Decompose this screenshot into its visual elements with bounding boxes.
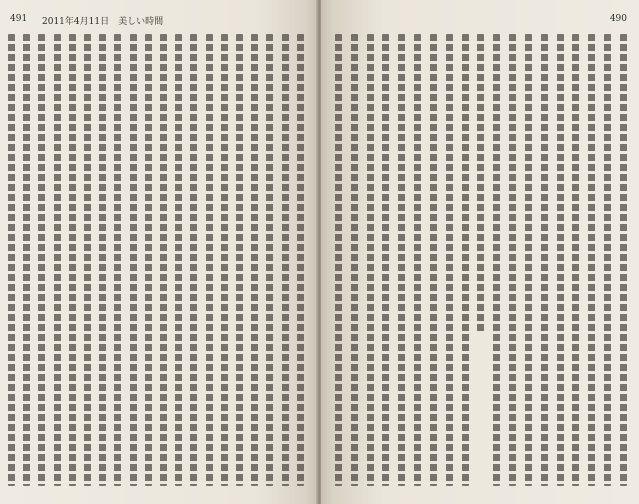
text-line <box>557 34 564 486</box>
text-line <box>38 34 45 486</box>
text-line <box>297 34 304 486</box>
text-line <box>114 34 121 486</box>
right-page <box>321 0 639 504</box>
text-line <box>282 34 289 486</box>
text-line <box>251 34 258 486</box>
page-number-right: 490 <box>609 14 627 24</box>
left-page <box>0 0 318 504</box>
text-line <box>604 34 611 486</box>
text-line <box>130 34 137 486</box>
text-line <box>221 34 228 486</box>
text-line <box>588 34 595 486</box>
text-line <box>398 34 405 486</box>
text-line <box>525 34 532 486</box>
text-line <box>335 34 342 486</box>
text-line <box>414 34 421 486</box>
text-line <box>160 34 167 486</box>
running-header: 2011年4月11日 美しい時間 <box>42 17 164 27</box>
text-line <box>206 34 213 486</box>
text-line <box>462 34 469 486</box>
text-line <box>367 34 374 486</box>
page-number-left: 491 <box>10 14 28 24</box>
text-line <box>54 34 61 486</box>
text-line <box>266 34 273 486</box>
text-line <box>175 34 182 486</box>
text-line <box>8 34 15 486</box>
text-line <box>99 34 106 486</box>
text-line <box>446 34 453 486</box>
text-line <box>84 34 91 486</box>
text-line <box>572 34 579 486</box>
left-body-text <box>8 34 304 486</box>
text-line <box>430 34 437 486</box>
right-body-text <box>335 34 627 486</box>
text-line <box>493 34 500 486</box>
text-line <box>382 34 389 486</box>
text-line <box>541 34 548 486</box>
text-line <box>620 34 627 486</box>
text-line <box>190 34 197 486</box>
text-line <box>23 34 30 486</box>
text-line <box>236 34 243 486</box>
text-line <box>351 34 358 486</box>
text-line <box>145 34 152 486</box>
text-line <box>69 34 76 486</box>
text-line <box>509 34 516 486</box>
text-line <box>477 34 484 334</box>
